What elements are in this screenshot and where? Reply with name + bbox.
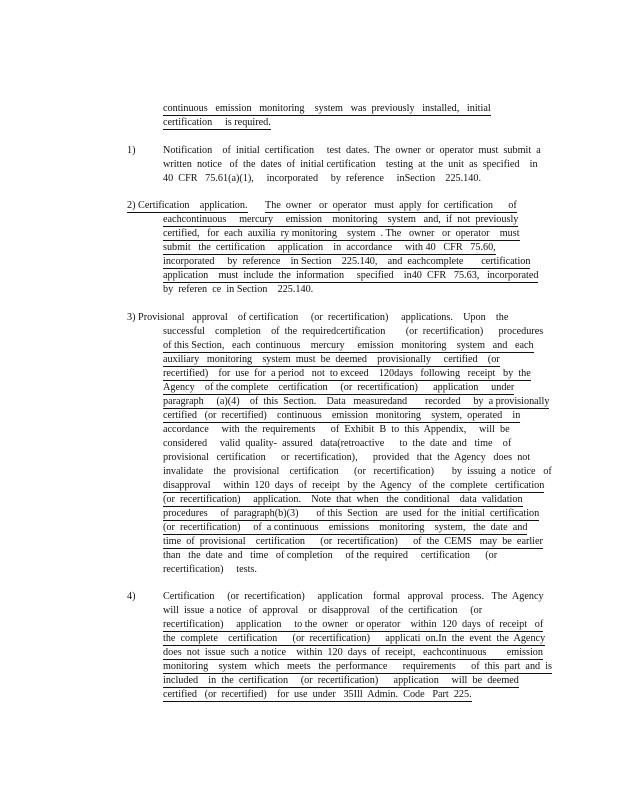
item-line: Notification of initial certification test dates. The owner or operator must submit a bbox=[163, 145, 541, 156]
item-line: paragraph (a)(4) of this Section. Data measuredand recorded by a provisionally bbox=[163, 396, 550, 407]
item-line: disapproval within 120 days of receipt by the Agency of the complete certification bbox=[163, 480, 545, 491]
item-line: certified, for each auxilia ry monitoring system . The owner or operator must bbox=[163, 228, 520, 239]
item-line: (or recertification) of a continuous emissions monitoring system, the date and bbox=[163, 522, 528, 533]
item-line: procedures of paragraph(b)(3) of this Section are used for the initial certification bbox=[163, 508, 540, 519]
item-line: (or recertification) application. Note that when the conditional data validation bbox=[163, 494, 523, 505]
item-marker: 3) Provisional approval of certification (or recertification) applications. Upon the bbox=[127, 312, 509, 323]
item-line: will issue a notice of approval or disapproval of the certification (or bbox=[163, 605, 483, 616]
item-line: Agency of the complete certification (or recertification) application under bbox=[163, 382, 515, 393]
item-line: monitoring system which meets the performance requirements of this part and is bbox=[163, 661, 553, 672]
item-line: the complete certification (or recertification) applicati on.In the event the Agency bbox=[163, 633, 546, 644]
item-line: recertification) application to the owner or operator within 120 days of receipt of bbox=[163, 619, 544, 630]
item-line: provisional certification or recertification), provided that the Agency does not bbox=[163, 452, 531, 463]
item-line: recertified) for use for a period not to exceed 120days following receipt by the bbox=[163, 368, 531, 379]
item-line: successful completion of the requiredcertification (or recertification) procedures bbox=[163, 326, 544, 337]
item-marker: 1) bbox=[127, 145, 136, 156]
item-line: time of provisional certification (or recertification) of the CEMS may be earlier bbox=[163, 536, 543, 547]
intro-line: certification is required. bbox=[163, 117, 271, 128]
item-line: The owner or operator must apply for certification of bbox=[265, 200, 517, 211]
item-line: application must include the information specified in40 CFR 75.63, incorporated bbox=[163, 270, 539, 281]
intro-line: continuous emission monitoring system was previously installed, initial bbox=[163, 103, 491, 114]
item-line: included in the certification (or recertification) application will be deemed bbox=[163, 675, 519, 686]
item-line: 40 CFR 75.61(a)(1), incorporated by reference inSection 225.140. bbox=[163, 173, 482, 184]
item-line: Certification (or recertification) application formal approval process. The Agency bbox=[163, 591, 544, 602]
item-line: of this Section, each continuous mercury emission monitoring system and each bbox=[163, 340, 534, 351]
item-line: eachcontinuous mercury emission monitoring system and, if not previously bbox=[163, 214, 519, 225]
item-line: submit the certification application in accordance with 40 CFR 75.60, bbox=[163, 242, 496, 253]
item-line: than the date and time of completion of the required certification (or bbox=[163, 550, 498, 561]
item-line: considered valid quality- assured data(retroactive to the date and time of bbox=[163, 438, 512, 449]
item-line: incorporated by reference in Section 225.140, and eachcomplete certification bbox=[163, 256, 531, 267]
item-line: certified (or recertified) for use under 35Ill Admin. Code Part 225. bbox=[163, 689, 472, 700]
item-line: accordance with the requirements of Exhibit B to this Appendix, will be bbox=[163, 424, 510, 435]
item-line: recertification) tests. bbox=[163, 564, 257, 575]
item-line: certified (or recertified) continuous emission monitoring system, operated in bbox=[163, 410, 521, 421]
item-line: auxiliary monitoring system must be deemed provisionally certified (or bbox=[163, 354, 500, 365]
item-line: by referen ce in Section 225.140. bbox=[163, 284, 314, 295]
item-line: written notice of the dates of initial certification testing at the unit as specified in bbox=[163, 159, 538, 170]
item-line: invalidate the provisional certification (or recertification) by issuing a notice of bbox=[163, 466, 552, 477]
item-line: does not issue such a notice within 120 days of receipt, eachcontinuous emission bbox=[163, 647, 543, 658]
item-marker: 4) bbox=[127, 591, 136, 602]
item-marker: 2) Certification application. bbox=[127, 200, 248, 211]
